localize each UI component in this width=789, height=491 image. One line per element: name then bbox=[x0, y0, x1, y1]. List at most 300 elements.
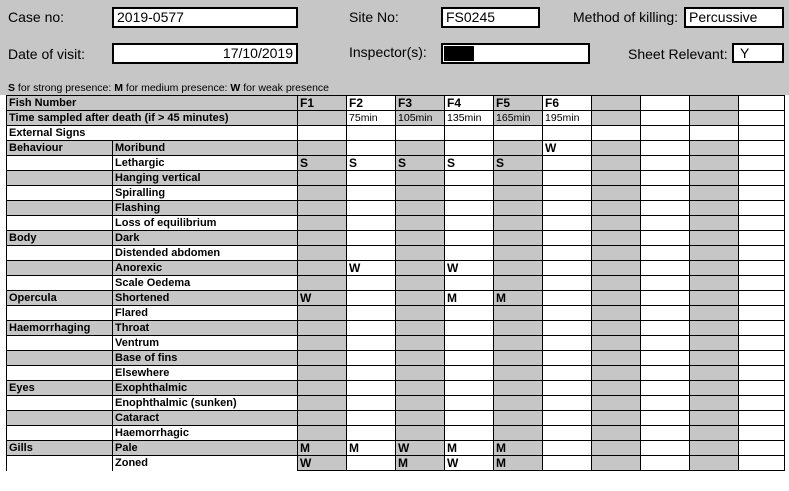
legend-weak-text: for weak presence bbox=[240, 82, 330, 94]
presence-cell[interactable] bbox=[494, 171, 543, 186]
presence-cell[interactable] bbox=[641, 246, 690, 261]
presence-cell[interactable] bbox=[494, 366, 543, 381]
presence-cell[interactable] bbox=[690, 186, 739, 201]
category-label bbox=[7, 171, 113, 186]
presence-cell[interactable] bbox=[494, 336, 543, 351]
presence-cell[interactable] bbox=[690, 216, 739, 231]
presence-cell[interactable] bbox=[494, 141, 543, 156]
sign-label: Shortened bbox=[113, 291, 298, 306]
fish-number-cell[interactable]: F1 bbox=[298, 96, 347, 111]
presence-cell[interactable] bbox=[347, 141, 396, 156]
presence-cell[interactable] bbox=[690, 261, 739, 276]
presence-cell[interactable] bbox=[543, 171, 592, 186]
presence-cell[interactable] bbox=[543, 411, 592, 426]
presence-cell[interactable] bbox=[445, 336, 494, 351]
presence-cell[interactable]: W bbox=[347, 261, 396, 276]
presence-cell[interactable] bbox=[739, 306, 785, 321]
presence-cell[interactable] bbox=[739, 411, 785, 426]
presence-cell[interactable] bbox=[690, 291, 739, 306]
sign-label: Flared bbox=[113, 306, 298, 321]
time-sampled-label: Time sampled after death (if > 45 minutes) bbox=[7, 111, 298, 126]
category-label bbox=[7, 396, 113, 411]
sheet-relevant-field[interactable]: Y bbox=[732, 43, 784, 63]
presence-cell[interactable] bbox=[445, 246, 494, 261]
category-label bbox=[7, 246, 113, 261]
presence-cell[interactable] bbox=[347, 381, 396, 396]
sign-row bbox=[7, 396, 785, 411]
presence-cell[interactable] bbox=[690, 336, 739, 351]
category-label bbox=[7, 351, 113, 366]
presence-cell[interactable] bbox=[298, 366, 347, 381]
presence-cell[interactable] bbox=[396, 246, 445, 261]
presence-cell[interactable] bbox=[396, 171, 445, 186]
presence-cell[interactable] bbox=[494, 396, 543, 411]
presence-cell[interactable] bbox=[347, 366, 396, 381]
presence-cell[interactable] bbox=[739, 291, 785, 306]
presence-cell[interactable] bbox=[543, 216, 592, 231]
time-sampled-cell[interactable] bbox=[739, 111, 785, 126]
category-label: Body bbox=[7, 231, 113, 246]
presence-cell[interactable] bbox=[592, 411, 641, 426]
presence-cell[interactable] bbox=[641, 456, 690, 471]
presence-cell[interactable] bbox=[641, 186, 690, 201]
time-sampled-cell[interactable]: 165min bbox=[494, 111, 543, 126]
presence-cell[interactable] bbox=[347, 171, 396, 186]
presence-cell[interactable] bbox=[641, 261, 690, 276]
presence-cell[interactable] bbox=[739, 201, 785, 216]
presence-cell[interactable] bbox=[543, 426, 592, 441]
presence-cell[interactable] bbox=[396, 276, 445, 291]
presence-cell[interactable] bbox=[494, 261, 543, 276]
presence-cell[interactable] bbox=[641, 336, 690, 351]
presence-cell[interactable]: M bbox=[445, 291, 494, 306]
presence-cell[interactable]: S bbox=[347, 156, 396, 171]
presence-cell[interactable] bbox=[396, 216, 445, 231]
presence-cell[interactable] bbox=[396, 231, 445, 246]
presence-cell[interactable] bbox=[690, 231, 739, 246]
time-sampled-cell[interactable] bbox=[690, 111, 739, 126]
presence-cell[interactable] bbox=[543, 156, 592, 171]
presence-cell[interactable]: S bbox=[298, 156, 347, 171]
category-label bbox=[7, 186, 113, 201]
redaction-block bbox=[444, 46, 474, 61]
presence-cell[interactable] bbox=[347, 186, 396, 201]
presence-cell[interactable] bbox=[494, 231, 543, 246]
presence-cell[interactable] bbox=[396, 381, 445, 396]
sign-row bbox=[7, 366, 785, 381]
presence-cell[interactable] bbox=[298, 231, 347, 246]
presence-cell[interactable] bbox=[347, 201, 396, 216]
presence-cell[interactable] bbox=[592, 321, 641, 336]
time-sampled-cell[interactable] bbox=[641, 111, 690, 126]
presence-cell[interactable] bbox=[739, 171, 785, 186]
presence-cell[interactable] bbox=[739, 441, 785, 456]
presence-cell[interactable] bbox=[690, 426, 739, 441]
presence-cell[interactable] bbox=[739, 141, 785, 156]
presence-cell[interactable] bbox=[690, 381, 739, 396]
presence-cell[interactable] bbox=[298, 246, 347, 261]
presence-cell[interactable] bbox=[641, 351, 690, 366]
presence-cell[interactable] bbox=[690, 171, 739, 186]
fish-number-cell[interactable] bbox=[739, 96, 785, 111]
presence-cell[interactable] bbox=[298, 351, 347, 366]
presence-cell[interactable] bbox=[592, 156, 641, 171]
presence-cell[interactable] bbox=[739, 381, 785, 396]
presence-cell[interactable] bbox=[396, 306, 445, 321]
presence-cell[interactable] bbox=[543, 186, 592, 201]
sign-row bbox=[7, 276, 785, 291]
presence-cell[interactable] bbox=[641, 291, 690, 306]
presence-cell[interactable] bbox=[592, 441, 641, 456]
presence-legend bbox=[8, 82, 329, 94]
presence-cell[interactable] bbox=[543, 381, 592, 396]
site-no-field[interactable]: FS0245 bbox=[441, 7, 540, 28]
presence-cell[interactable] bbox=[592, 216, 641, 231]
presence-cell[interactable] bbox=[739, 321, 785, 336]
legend-medium-text: for medium presence: bbox=[122, 82, 231, 94]
presence-cell[interactable] bbox=[494, 201, 543, 216]
presence-cell[interactable] bbox=[739, 261, 785, 276]
presence-cell[interactable] bbox=[298, 396, 347, 411]
presence-cell[interactable] bbox=[592, 201, 641, 216]
time-sampled-cell[interactable]: 75min bbox=[347, 111, 396, 126]
presence-cell[interactable] bbox=[592, 246, 641, 261]
presence-cell[interactable] bbox=[641, 156, 690, 171]
presence-cell[interactable] bbox=[641, 201, 690, 216]
sign-row bbox=[7, 231, 785, 246]
fish-number-cell[interactable]: F4 bbox=[445, 96, 494, 111]
fish-number-cell[interactable]: F3 bbox=[396, 96, 445, 111]
presence-cell[interactable]: M bbox=[494, 441, 543, 456]
blank-cell bbox=[641, 126, 690, 141]
presence-cell[interactable] bbox=[494, 321, 543, 336]
sign-label: Throat bbox=[113, 321, 298, 336]
presence-cell[interactable] bbox=[445, 141, 494, 156]
case-no-field[interactable]: 2019-0577 bbox=[112, 7, 298, 28]
presence-cell[interactable] bbox=[494, 186, 543, 201]
presence-cell[interactable] bbox=[347, 351, 396, 366]
presence-cell[interactable] bbox=[592, 366, 641, 381]
presence-cell[interactable]: S bbox=[494, 156, 543, 171]
presence-cell[interactable] bbox=[641, 441, 690, 456]
method-of-killing-field[interactable]: Percussive bbox=[684, 7, 784, 28]
presence-cell[interactable] bbox=[641, 366, 690, 381]
presence-cell[interactable] bbox=[347, 396, 396, 411]
presence-cell[interactable] bbox=[641, 231, 690, 246]
presence-cell[interactable] bbox=[396, 411, 445, 426]
presence-cell[interactable] bbox=[396, 351, 445, 366]
presence-cell[interactable] bbox=[298, 201, 347, 216]
presence-cell[interactable] bbox=[592, 276, 641, 291]
time-sampled-cell[interactable] bbox=[298, 111, 347, 126]
presence-cell[interactable] bbox=[298, 216, 347, 231]
presence-cell[interactable] bbox=[592, 291, 641, 306]
presence-cell[interactable]: S bbox=[445, 156, 494, 171]
presence-cell[interactable] bbox=[298, 261, 347, 276]
presence-cell[interactable] bbox=[298, 141, 347, 156]
presence-cell[interactable] bbox=[543, 441, 592, 456]
presence-cell[interactable] bbox=[494, 306, 543, 321]
presence-cell[interactable] bbox=[298, 426, 347, 441]
method-of-killing-label: Method of killing: bbox=[573, 9, 679, 25]
presence-cell[interactable] bbox=[739, 216, 785, 231]
presence-cell[interactable] bbox=[347, 306, 396, 321]
presence-cell[interactable] bbox=[690, 411, 739, 426]
presence-cell[interactable] bbox=[739, 276, 785, 291]
presence-cell[interactable] bbox=[739, 426, 785, 441]
presence-cell[interactable] bbox=[690, 396, 739, 411]
sign-label: Moribund bbox=[113, 141, 298, 156]
presence-cell[interactable] bbox=[641, 276, 690, 291]
presence-cell[interactable] bbox=[592, 456, 641, 471]
sign-label: Anorexic bbox=[113, 261, 298, 276]
presence-cell[interactable] bbox=[739, 351, 785, 366]
presence-cell[interactable] bbox=[494, 276, 543, 291]
presence-cell[interactable] bbox=[739, 396, 785, 411]
presence-cell[interactable] bbox=[298, 321, 347, 336]
presence-cell[interactable] bbox=[543, 321, 592, 336]
category-label bbox=[7, 456, 113, 471]
presence-cell[interactable]: M bbox=[347, 441, 396, 456]
presence-cell[interactable] bbox=[445, 366, 494, 381]
presence-cell[interactable]: M bbox=[396, 456, 445, 471]
presence-cell[interactable]: M bbox=[298, 441, 347, 456]
presence-cell[interactable] bbox=[347, 456, 396, 471]
presence-cell[interactable] bbox=[445, 216, 494, 231]
presence-cell[interactable] bbox=[494, 246, 543, 261]
presence-cell[interactable] bbox=[739, 186, 785, 201]
presence-cell[interactable] bbox=[739, 231, 785, 246]
presence-cell[interactable] bbox=[494, 216, 543, 231]
presence-cell[interactable] bbox=[445, 276, 494, 291]
presence-cell[interactable] bbox=[690, 201, 739, 216]
sign-row bbox=[7, 201, 785, 216]
presence-cell[interactable] bbox=[641, 411, 690, 426]
presence-cell[interactable] bbox=[690, 156, 739, 171]
time-sampled-cell[interactable] bbox=[592, 111, 641, 126]
presence-cell[interactable] bbox=[445, 351, 494, 366]
category-label bbox=[7, 336, 113, 351]
presence-cell[interactable] bbox=[494, 411, 543, 426]
presence-cell[interactable] bbox=[494, 381, 543, 396]
presence-cell[interactable] bbox=[347, 411, 396, 426]
presence-cell[interactable] bbox=[641, 396, 690, 411]
blank-cell bbox=[396, 126, 445, 141]
presence-cell[interactable] bbox=[347, 336, 396, 351]
presence-cell[interactable] bbox=[543, 231, 592, 246]
sign-row bbox=[7, 261, 785, 276]
time-sampled-cell[interactable]: 105min bbox=[396, 111, 445, 126]
presence-cell[interactable] bbox=[592, 381, 641, 396]
presence-cell[interactable] bbox=[543, 246, 592, 261]
presence-cell[interactable] bbox=[445, 306, 494, 321]
presence-cell[interactable] bbox=[396, 141, 445, 156]
category-label: Eyes bbox=[7, 381, 113, 396]
sign-row bbox=[7, 351, 785, 366]
presence-cell[interactable] bbox=[347, 276, 396, 291]
fish-number-cell[interactable] bbox=[690, 96, 739, 111]
sign-row bbox=[7, 246, 785, 261]
presence-cell[interactable] bbox=[298, 411, 347, 426]
presence-cell[interactable] bbox=[641, 306, 690, 321]
presence-cell[interactable]: W bbox=[543, 141, 592, 156]
presence-cell[interactable] bbox=[690, 276, 739, 291]
presence-cell[interactable] bbox=[445, 321, 494, 336]
blank-cell bbox=[347, 126, 396, 141]
presence-cell[interactable] bbox=[543, 336, 592, 351]
presence-cell[interactable] bbox=[739, 336, 785, 351]
presence-cell[interactable] bbox=[592, 336, 641, 351]
presence-cell[interactable] bbox=[445, 381, 494, 396]
category-label bbox=[7, 156, 113, 171]
category-label bbox=[7, 216, 113, 231]
presence-cell[interactable]: W bbox=[396, 441, 445, 456]
presence-cell[interactable] bbox=[396, 291, 445, 306]
presence-cell[interactable] bbox=[739, 366, 785, 381]
fish-number-cell[interactable]: F6 bbox=[543, 96, 592, 111]
presence-cell[interactable] bbox=[690, 246, 739, 261]
presence-cell[interactable] bbox=[543, 351, 592, 366]
presence-cell[interactable] bbox=[347, 216, 396, 231]
presence-cell[interactable] bbox=[445, 396, 494, 411]
presence-cell[interactable]: W bbox=[445, 456, 494, 471]
presence-cell[interactable] bbox=[347, 426, 396, 441]
presence-cell[interactable] bbox=[739, 156, 785, 171]
presence-cell[interactable] bbox=[396, 186, 445, 201]
presence-cell[interactable] bbox=[396, 336, 445, 351]
presence-cell[interactable] bbox=[543, 306, 592, 321]
sign-row bbox=[7, 411, 785, 426]
time-sampled-cell[interactable]: 135min bbox=[445, 111, 494, 126]
presence-cell[interactable] bbox=[543, 261, 592, 276]
presence-cell[interactable] bbox=[592, 306, 641, 321]
blank-cell bbox=[494, 126, 543, 141]
presence-cell[interactable] bbox=[592, 231, 641, 246]
presence-cell[interactable] bbox=[298, 171, 347, 186]
category-label bbox=[7, 306, 113, 321]
legend-strong-key: S bbox=[8, 82, 16, 94]
presence-cell[interactable]: S bbox=[396, 156, 445, 171]
sign-label: Ventrum bbox=[113, 336, 298, 351]
presence-cell[interactable] bbox=[445, 426, 494, 441]
category-label: Behaviour bbox=[7, 141, 113, 156]
date-of-visit-field[interactable]: 17/10/2019 bbox=[112, 43, 298, 64]
presence-cell[interactable]: M bbox=[445, 441, 494, 456]
sign-label: Scale Oedema bbox=[113, 276, 298, 291]
presence-cell[interactable]: W bbox=[445, 261, 494, 276]
presence-cell[interactable]: M bbox=[494, 456, 543, 471]
presence-cell[interactable] bbox=[445, 201, 494, 216]
presence-cell[interactable] bbox=[298, 186, 347, 201]
sheet-relevant-label: Sheet Relevant: bbox=[628, 46, 728, 62]
presence-cell[interactable] bbox=[347, 231, 396, 246]
presence-cell[interactable] bbox=[690, 351, 739, 366]
presence-cell[interactable] bbox=[396, 366, 445, 381]
sign-label: Hanging vertical bbox=[113, 171, 298, 186]
presence-cell[interactable] bbox=[543, 291, 592, 306]
presence-cell[interactable]: W bbox=[298, 291, 347, 306]
presence-cell[interactable] bbox=[641, 216, 690, 231]
presence-cell[interactable] bbox=[641, 321, 690, 336]
presence-cell[interactable] bbox=[543, 276, 592, 291]
presence-cell[interactable] bbox=[690, 366, 739, 381]
presence-cell[interactable] bbox=[494, 351, 543, 366]
fish-number-cell[interactable]: F5 bbox=[494, 96, 543, 111]
presence-cell[interactable] bbox=[739, 246, 785, 261]
presence-cell[interactable] bbox=[641, 426, 690, 441]
category-label bbox=[7, 426, 113, 441]
presence-cell[interactable] bbox=[494, 426, 543, 441]
presence-cell[interactable] bbox=[592, 141, 641, 156]
blank-cell bbox=[543, 126, 592, 141]
case-no-label: Case no: bbox=[8, 9, 65, 25]
presence-cell[interactable] bbox=[690, 321, 739, 336]
presence-cell[interactable] bbox=[543, 396, 592, 411]
presence-cell[interactable] bbox=[739, 456, 785, 471]
presence-cell[interactable] bbox=[690, 141, 739, 156]
sign-row bbox=[7, 381, 785, 396]
presence-cell[interactable] bbox=[690, 306, 739, 321]
presence-cell[interactable] bbox=[396, 321, 445, 336]
presence-cell[interactable] bbox=[298, 276, 347, 291]
presence-cell[interactable] bbox=[592, 351, 641, 366]
presence-cell[interactable] bbox=[298, 306, 347, 321]
sign-label: Flashing bbox=[113, 201, 298, 216]
presence-cell[interactable] bbox=[396, 201, 445, 216]
presence-cell[interactable] bbox=[445, 171, 494, 186]
presence-cell[interactable] bbox=[690, 456, 739, 471]
presence-cell[interactable] bbox=[592, 426, 641, 441]
fish-number-cell[interactable] bbox=[641, 96, 690, 111]
presence-cell[interactable] bbox=[445, 231, 494, 246]
presence-cell[interactable] bbox=[396, 396, 445, 411]
time-sampled-cell[interactable]: 195min bbox=[543, 111, 592, 126]
presence-cell[interactable] bbox=[298, 381, 347, 396]
category-label bbox=[7, 201, 113, 216]
sign-row bbox=[7, 216, 785, 231]
presence-cell[interactable] bbox=[592, 261, 641, 276]
sign-label: Exophthalmic bbox=[113, 381, 298, 396]
presence-cell[interactable] bbox=[592, 171, 641, 186]
sign-row bbox=[7, 141, 785, 156]
blank-cell bbox=[592, 126, 641, 141]
presence-cell[interactable] bbox=[641, 171, 690, 186]
presence-cell[interactable] bbox=[641, 141, 690, 156]
fish-number-cell[interactable] bbox=[592, 96, 641, 111]
legend-strong-text: for strong presence: bbox=[15, 82, 115, 94]
presence-cell[interactable] bbox=[347, 321, 396, 336]
presence-cell[interactable] bbox=[396, 261, 445, 276]
presence-cell[interactable] bbox=[347, 291, 396, 306]
presence-cell[interactable] bbox=[690, 441, 739, 456]
presence-cell[interactable] bbox=[298, 336, 347, 351]
sign-label: Cataract bbox=[113, 411, 298, 426]
fish-number-cell[interactable]: F2 bbox=[347, 96, 396, 111]
presence-cell[interactable] bbox=[396, 426, 445, 441]
presence-cell[interactable] bbox=[543, 201, 592, 216]
presence-cell[interactable] bbox=[543, 366, 592, 381]
presence-cell[interactable]: M bbox=[494, 291, 543, 306]
presence-cell[interactable] bbox=[347, 246, 396, 261]
presence-cell[interactable] bbox=[445, 411, 494, 426]
presence-cell[interactable] bbox=[445, 186, 494, 201]
presence-cell[interactable] bbox=[592, 396, 641, 411]
presence-cell[interactable] bbox=[641, 381, 690, 396]
presence-cell[interactable]: W bbox=[298, 456, 347, 471]
presence-cell[interactable] bbox=[592, 186, 641, 201]
presence-cell[interactable] bbox=[543, 456, 592, 471]
sign-label: Spiralling bbox=[113, 186, 298, 201]
